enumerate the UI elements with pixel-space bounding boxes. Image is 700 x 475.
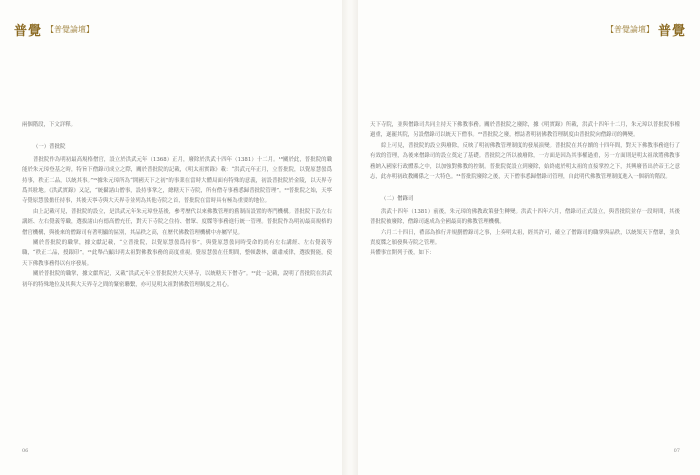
book-gutter bbox=[342, 0, 358, 475]
right-page-header bbox=[605, 22, 686, 39]
body-paragraph: 六月二十四日，禮部為推行并規劃僧錄司之事，上奏明太祖，經其許可，確立了僧錄司的職掌與品秩，以統領天下僧眾，並負責度牒之頒發與寺院之管理。 bbox=[370, 229, 680, 247]
journal-logo: 普覺 bbox=[14, 23, 43, 39]
body-paragraph: 具體事宜開列于後，如下： bbox=[370, 250, 435, 257]
page-number: 07 bbox=[673, 448, 680, 454]
body-paragraph: 關於普批院的職掌，據文獻所記，又載“洪武元年立普批院於大天界寺，以統轄天下僧寺”。²²此一記載，說明了普批院在洪武初年的特殊地位及其與大天界寺之間的緊密聯繫，亦可見明太祖對佛教管理制度之用心。 bbox=[22, 271, 332, 288]
section-tag: 【普覺論壇】 bbox=[605, 24, 654, 34]
page-number: 06 bbox=[22, 448, 29, 454]
body-paragraph: 兩個階段，下文詳釋。 bbox=[22, 122, 76, 128]
body-paragraph: 關於普批院的職掌，據文獻記載，“立普批院，以覺原慧曇爲持事”，與覺原慧曇同時受命的尚有左右講經、左右覺義等職，“秩正二品，授銀印”。²¹此舉凸顯出明太祖對佛教事務的高度重視。覺原慧曇在任期間，整頓叢林，嚴肅戒律，選拔賢能，使天下佛教事務得以有序發展。 bbox=[22, 240, 332, 267]
left-page bbox=[0, 0, 342, 475]
journal-logo: 普覺 bbox=[657, 23, 686, 39]
body-paragraph: 綜上可見，普批院的設立與廢除，反映了明初佛教管理制度的發展演變。普批院在其存續的十四年間，對天下佛教事務進行了有效的管理，為後來僧錄司的設立奠定了基礎。普批院之所以被廢除，一方面是因為其事權過重，另一方面則是明太祖欲將佛教事務納入國家行政體系之中，以加強對佛教的控制。普批院從設立到廢除，始終處於明太祖的直接掌控之下，其興廢皆出於帝王之意志，此亦明初政教關係之一大特色。²⁴普批院廢除之後，天下僧事悉歸僧錄司管理，自此明代佛教管理制度進入一個新的階段。 bbox=[370, 142, 680, 181]
right-page bbox=[358, 0, 700, 475]
body-paragraph: 普批院作為明初最高規格僧官，設立於洪武元年（1368）正月，廢除於洪武十四年（1381）十二月。¹⁸關於此，普批院的職能於朱元璋登基之時，特旨下僧錄司成立之際，關於普批院的記載，《明太祖實錄》載：“洪武元年正月，立普批院，以覺原慧曇爲持事，秩正二品，以統其事。”¹⁹據朱元璋所為“開國天下之初”的事業在當時大體局面有特殊的意義，初設普批院於金陵，以天界寺爲其駐地。《洪武實錄》又記，“統攝諸山僧事，設持事掌之，總轄天下寺院，所有僧寺事務悉歸普批院管理”。²⁰普批院之始，天寧寺覺原慧曇擔任持事，其後天寧寺與大天界寺並列為其他寺院之首，普批院在當時具有極為重要的地位。 bbox=[22, 156, 332, 205]
left-page-header bbox=[14, 22, 95, 39]
body-paragraph: 由上記載可見，普批院的設立，是洪武元年朱元璋登基後，參考歷代以來佛教管理的舊制而設置的專門機構。普批院下設左右講經、左右覺義等職，選拔諸山有德高僧充任，對天下寺院之住持、僧眾、度牒等事務進行統一管理。普批院作為明初最高規格的僧官機構，與後來的僧錄司有著明顯的區別，其品秩之高，在歷代佛教管理機構中亦屬罕見。 bbox=[22, 208, 332, 236]
section-heading: （二）僧錄司 bbox=[381, 196, 414, 203]
body-paragraph: 天下寺院，並與僧錄司共同主持天下佛教事務。關於普批院之廢除，據《明實錄》所載，洪武十四年十二月，朱元璋以普批院事權過重，遂罷其院，另設僧錄司以統天下僧事。²³普批院之廢，標誌著明初佛教管理制度由普批院向僧錄司的轉變。 bbox=[370, 122, 680, 139]
section-tag: 【普覺論壇】 bbox=[46, 24, 95, 34]
left-body-text bbox=[22, 120, 332, 290]
body-paragraph: 洪武十四年（1381）前後，朱元璋的佛教政策發生轉變。洪武十四年六月，僧錄司正式設立，與普批院並存一段時間，其後普批院被廢除，僧錄司遂成為全國最高的佛教管理機構。 bbox=[370, 208, 680, 226]
section-heading: （一）普批院 bbox=[33, 144, 66, 151]
right-body-text bbox=[370, 120, 680, 259]
